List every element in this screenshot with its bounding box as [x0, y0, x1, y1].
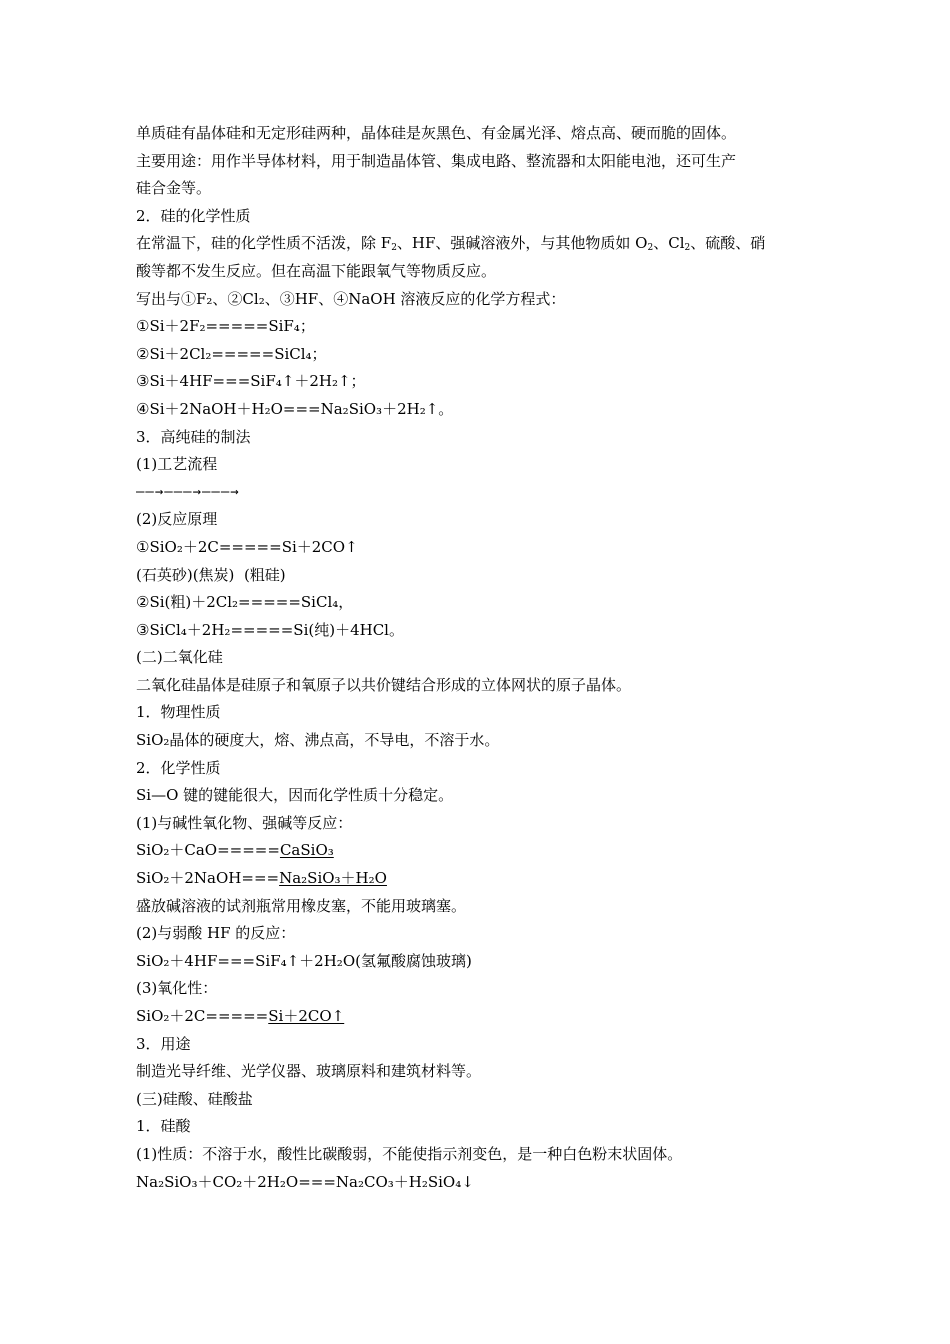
equation-line: SiO₂＋2C=====Si＋2CO↑ [136, 1007, 345, 1025]
process-flow-arrows: ——→———→———→ [136, 483, 240, 500]
sub-heading: (3)氧化性： [136, 979, 218, 998]
equation-line: ④Si＋2NaOH＋H₂O===Na₂SiO₃＋2H₂↑。 [136, 399, 454, 418]
underlined-product: Si＋2CO↑ [268, 1007, 345, 1025]
equation-line: SiO₂＋CaO=====CaSiO₃ [136, 841, 334, 860]
text-line: 单质硅有晶体硅和无定形硅两种，晶体硅是灰黑色、有金属光泽、熔点高、硬而脆的固体。 [136, 124, 737, 142]
text-line: 硅合金等。 [136, 179, 212, 198]
section-heading: 2．硅的化学性质 [136, 206, 251, 225]
section-heading: (三)硅酸、硅酸盐 [136, 1089, 253, 1108]
text-line: 二氧化硅晶体是硅原子和氧原子以共价键结合形成的立体网状的原子晶体。 [136, 675, 632, 694]
section-heading: (二)二氧化硅 [136, 648, 223, 667]
sub-heading: (2)与弱酸 HF 的反应： [136, 924, 296, 943]
equation-annotation: (石英砂)(焦炭) (粗硅) [136, 565, 286, 584]
text-line: 制造光导纤维、光学仪器、玻璃原料和建筑材料等。 [136, 1062, 482, 1081]
document-page [136, 120, 816, 1196]
section-heading: 3．用途 [136, 1034, 191, 1053]
section-heading: 1．物理性质 [136, 703, 221, 722]
equation-line: SiO₂＋4HF===SiF₄↑＋2H₂O(氢氟酸腐蚀玻璃) [136, 951, 472, 970]
equation-line: ①SiO₂＋2C=====Si＋2CO↑ [136, 537, 358, 556]
text-line: (1)性质：不溶于水，酸性比碳酸弱，不能使指示剂变色，是一种白色粉末状固体。 [136, 1144, 683, 1163]
sub-heading: (2)反应原理 [136, 510, 218, 529]
underlined-product: Na₂SiO₃＋H₂O [279, 869, 387, 888]
section-heading: 1．硅酸 [136, 1117, 191, 1136]
equation-line: ③Si＋4HF===SiF₄↑＋2H₂↑； [136, 372, 366, 391]
equation-line: ①Si＋2F₂=====SiF₄； [136, 317, 315, 336]
text-line: 写出与①F₂、②Cl₂、③HF、④NaOH 溶液反应的化学方程式： [136, 289, 566, 308]
equation-line: ②Si＋2Cl₂=====SiCl₄； [136, 344, 327, 363]
text-line: SiO₂晶体的硬度大，熔、沸点高，不导电，不溶于水。 [136, 731, 500, 750]
equation-line: ②Si(粗)＋2Cl₂=====SiCl₄， [136, 593, 354, 612]
text-line: Si—O 键的键能很大，因而化学性质十分稳定。 [136, 786, 454, 805]
text-line: 在常温下，硅的化学性质不活泼，除 $F_2$、HF、强碱溶液外，与其他物质如 $O_2$、$Cl_2$、硫酸、硝 [136, 234, 766, 254]
sub-heading: (1)与碱性氧化物、强碱等反应： [136, 813, 353, 832]
section-heading: 2．化学性质 [136, 758, 221, 777]
equation-line: Na₂SiO₃＋CO₂＋2H₂O===Na₂CO₃＋H₂SiO₄↓ [136, 1172, 474, 1191]
text-line: 酸等都不发生反应。但在高温下能跟氧气等物质反应。 [136, 261, 497, 280]
text-line: 盛放碱溶液的试剂瓶常用橡皮塞，不能用玻璃塞。 [136, 896, 467, 915]
sub-heading: (1)工艺流程 [136, 455, 218, 474]
equation-line: SiO₂＋2NaOH===Na₂SiO₃＋H₂O [136, 869, 387, 888]
equation-line: ③SiCl₄＋2H₂=====Si(纯)＋4HCl。 [136, 620, 404, 639]
text-line: 主要用途：用作半导体材料，用于制造晶体管、集成电路、整流器和太阳能电池，还可生产 [136, 151, 737, 170]
underlined-product: CaSiO₃ [279, 841, 334, 860]
section-heading: 3．高纯硅的制法 [136, 427, 251, 446]
